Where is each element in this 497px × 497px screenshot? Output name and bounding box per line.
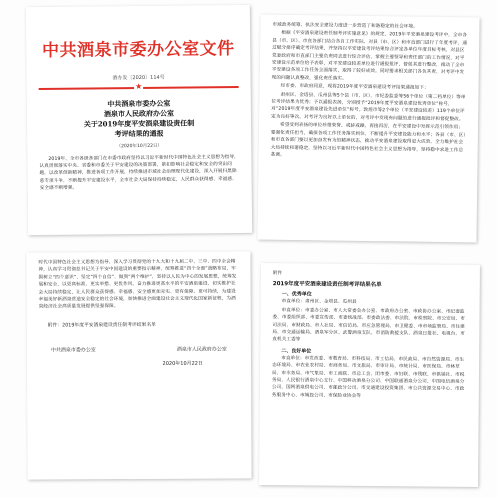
attachment-label: 附件 — [272, 271, 283, 277]
list-item: 市直单位：肃州区、金塔县、瓜州县 — [281, 299, 357, 306]
attachment-list-title: 2019年度平安酒泉建设责任制考评结果名单 — [272, 281, 382, 289]
body-paragraph: 2019年，全市各级各部门在市委市政府坚持以习近平新时代中国特色社会主义思想为指导，认真贯彻落实中央、省委和市委关于平安建设的决策部署，紧扣影响社会稳定和安全的突出问题，以改革创新精神，推进各项工作开展，持续推进市域社会治理现代化建设，深入开展扫黑除恶专项斗争，不断提升平安建设水平，全市社会大局保持持续稳定，人民群众获得感、幸福感、安全感不断增强。 — [39, 154, 239, 192]
signature-block — [39, 345, 239, 353]
body-paragraph: 经市委、市政府同意，现将2019年度平安酒泉建设考评结果通报如下： — [280, 84, 429, 92]
document-page-1 — [26, 5, 252, 235]
body-paragraph: 市域政务统筹、执法安全建设力度进一步营造了和谐稳定的社会环境。 — [272, 22, 418, 30]
issuer-line-2: 酒泉市人民政府办公室 — [103, 108, 174, 118]
list-item: 市直单位：市委办公室、市人大常委会办公室、市政府办公室、市政协办公室、市纪委监委、市委组织部、市委宣传部、市委统战部、市委政法委、市法院、市检察院、市公安局、市司法局、市财政局、市人社局、市信访局、市应急管理局、市卫健委、市市场监管局、市住建局、市交通运输局、酒泉军分区、武警酒泉支队、市消防救援支队、酒泉日报社、电视台、市直机关工委等 — [272, 308, 465, 343]
signature-government-office: 酒泉市人民政府办公室 — [176, 346, 227, 353]
body-paragraph: 肃州区、金塔县、瓜州县等5个县（市、区），市纪委监委等56个单位（第二档单位）等单位考评结果为优秀；予以通报表扬，分别授予“2019年度平安酒泉建设优秀单位”称号，对“2019年度平安酒泉建设先进单位”称号。敦煌市等2个单位（平安建设较差）119个单位评定为良好等次。对考评为良好以上单位的，对考评中发现有问题的进行通报批评和督促整改。 — [271, 92, 466, 123]
document-masthead: 中共酒泉市委办公室文件 — [41, 38, 235, 62]
document-title-line-2: 考评结果的通报 — [114, 128, 164, 138]
attachment-note: 附件：2019年度平安酒泉建设责任制考评结果名单 — [47, 322, 156, 329]
document-date-small: （2020年10月22日） — [116, 143, 163, 149]
document-page-2 — [257, 14, 479, 242]
body-paragraph: 希望受到表扬的单位珍惜荣誉、戒骄戒躁、再接再厉，在平安建设中发挥示范引领作用；要强化责任担当，确保各项工作任务落实到位，不断提升平安建设能力和水平；各县（市、区）和市直各部门要以更加奋发有为的精神状态，推动平安酒泉建设取得更大成效，全力维护社会大局持续和谐稳定，坚持以习近平新时代中国特色社会主义思想为指导，坚持稳中求进工作总基调。 — [270, 123, 466, 158]
signature-date: 2020年10月22日 — [162, 360, 204, 367]
document-page-4 — [259, 263, 480, 487]
body-paragraph: 时代中国特色社会主义思想为指导，深入学习贯彻党的十九大和十九届二中、三中、四中全会精神，认真学习贯彻总书记关于平安中国建设的重要指示精神，统筹推进“四个全面”战略布局，牢固树立“四个意识”、坚定“四个自信”、做到“两个维护”，坚持以人民为中心的发展思想，统筹发展和安全，以更高标准、更实举措、更优作风，奋力推进更高水平的平安酒泉建设，切实维护社会大局持续稳定，让人民群众获得感、幸福感、安全感更加充实、更有保障、更可持续，为建设幸福美好新酒泉营造安全稳定的社会环境，加快推进全面建设社会主义现代化国家新征程，为酒泉经济社会高质量发展提供坚强保障。 — [38, 259, 237, 310]
document-title-line-1: 关于2019年度平安酒泉建设责任制 — [83, 117, 195, 129]
body-paragraph: 根据《平安酒泉建设责任制考评实施意见》的规定，2019年平安酒泉建设考评中，全市各县（市、区）、市直各部门结合各自工作实际，对县（市、区）和市直部门进行了年度考评，通过赋分排序确定考评结果，并坚持以平安建设考评结果综合评定各单位年度目标考核，对县区党委政府和市直部门主要负责同志进行综合评估，掌握主要领导和责任部门的工作情况，对平安建设示范单位给予表彰，对平安建设较差单位进行通报批评，督促其进行整改，推动了全市平安建设各项工作任务全面落实，取得了较好成效。同时要求相关部门各负其责，对考评中发现的问题认真整改，强化责任落实。 — [271, 31, 468, 82]
issuer-line-1: 中共酒泉市委办公室 — [107, 98, 171, 108]
signature-party-office: 中共酒泉市委办公室 — [50, 347, 96, 354]
star-icon: ★ — [135, 81, 143, 92]
red-divider — [39, 81, 239, 92]
section-heading: 一、优秀单位 — [281, 291, 312, 298]
section-heading: 二、良好单位 — [281, 348, 312, 355]
document-number: 酒办发〔2020〕114号 — [112, 74, 165, 82]
document-page-3 — [26, 251, 251, 479]
list-item: 市直单位：市发改委、市教育局、市科技局、市工信局、市民政局、市自然资源局、市生态环境局、市农业农村局、市商务局、市文旅局、市审计局、市统计局、市医保局、市林草局、市水务局、市气象局、市工商联、市总工会、团市委、市妇联、市残联、市供销社、市税务局、人民银行酒泉中心支行、中国移动酒泉分公司、中国联通酒泉分公司、中国电信酒泉分公司、国网酒泉供电公司、市邮政分公司、市交通建设投资集团、市公共资源交易中心、市政务服务中心、市城投公司、市保险业协会等 — [271, 356, 465, 399]
